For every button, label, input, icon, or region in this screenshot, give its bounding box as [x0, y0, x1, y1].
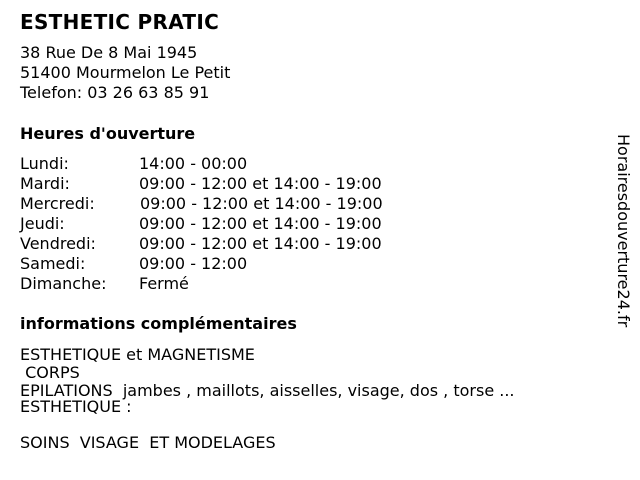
hours-row-thursday: [20, 214, 383, 234]
day-label: Lundi:: [20, 154, 69, 173]
business-name: ESTHETIC PRATIC: [20, 10, 220, 34]
day-hours: 09:00 - 12:00 et 14:00 - 19:00: [140, 194, 383, 213]
hours-row-friday: [20, 234, 383, 254]
day-label: Vendredi:: [20, 234, 96, 253]
day-label: Samedi:: [20, 254, 86, 273]
address-block: [20, 43, 230, 103]
info-line: ESTHETIQUE :: [20, 397, 132, 416]
info-line: ESTHETIQUE et MAGNETISME: [20, 345, 255, 364]
address-city: 51400 Mourmelon Le Petit: [20, 63, 231, 82]
phone-number: Telefon: 03 26 63 85 91: [20, 83, 210, 102]
watermark-text: Horairesdouverture24.fr: [614, 134, 633, 328]
day-label: Jeudi:: [20, 214, 65, 233]
day-hours: 14:00 - 00:00: [139, 154, 248, 173]
day-hours: 09:00 - 12:00 et 14:00 - 19:00: [139, 174, 382, 193]
info-line: EPILATIONS jambes , maillots, aisselles, visage, dos , torse ...: [20, 381, 515, 400]
day-label: Dimanche:: [20, 274, 107, 293]
hours-row-wednesday: [20, 194, 383, 214]
watermark: [611, 134, 635, 346]
hours-row-sunday: [20, 274, 383, 294]
hours-heading: Heures d'ouverture: [20, 124, 196, 143]
info-line: CORPS: [20, 363, 80, 382]
day-label: Mardi:: [20, 174, 70, 193]
day-hours: Fermé: [139, 274, 189, 293]
address-street: 38 Rue De 8 Mai 1945: [20, 43, 198, 62]
info-heading: informations complémentaires: [20, 314, 297, 333]
hours-row-tuesday: [20, 174, 383, 194]
day-hours: 09:00 - 12:00 et 14:00 - 19:00: [139, 214, 382, 233]
info-line: SOINS VISAGE ET MODELAGES: [20, 433, 276, 452]
hours-row-saturday: [20, 254, 383, 274]
day-hours: 09:00 - 12:00 et 14:00 - 19:00: [139, 234, 382, 253]
hours-row-monday: [20, 154, 383, 174]
hours-table: [20, 154, 383, 294]
day-hours: 09:00 - 12:00: [139, 254, 248, 273]
day-label: Mercredi:: [20, 194, 95, 213]
